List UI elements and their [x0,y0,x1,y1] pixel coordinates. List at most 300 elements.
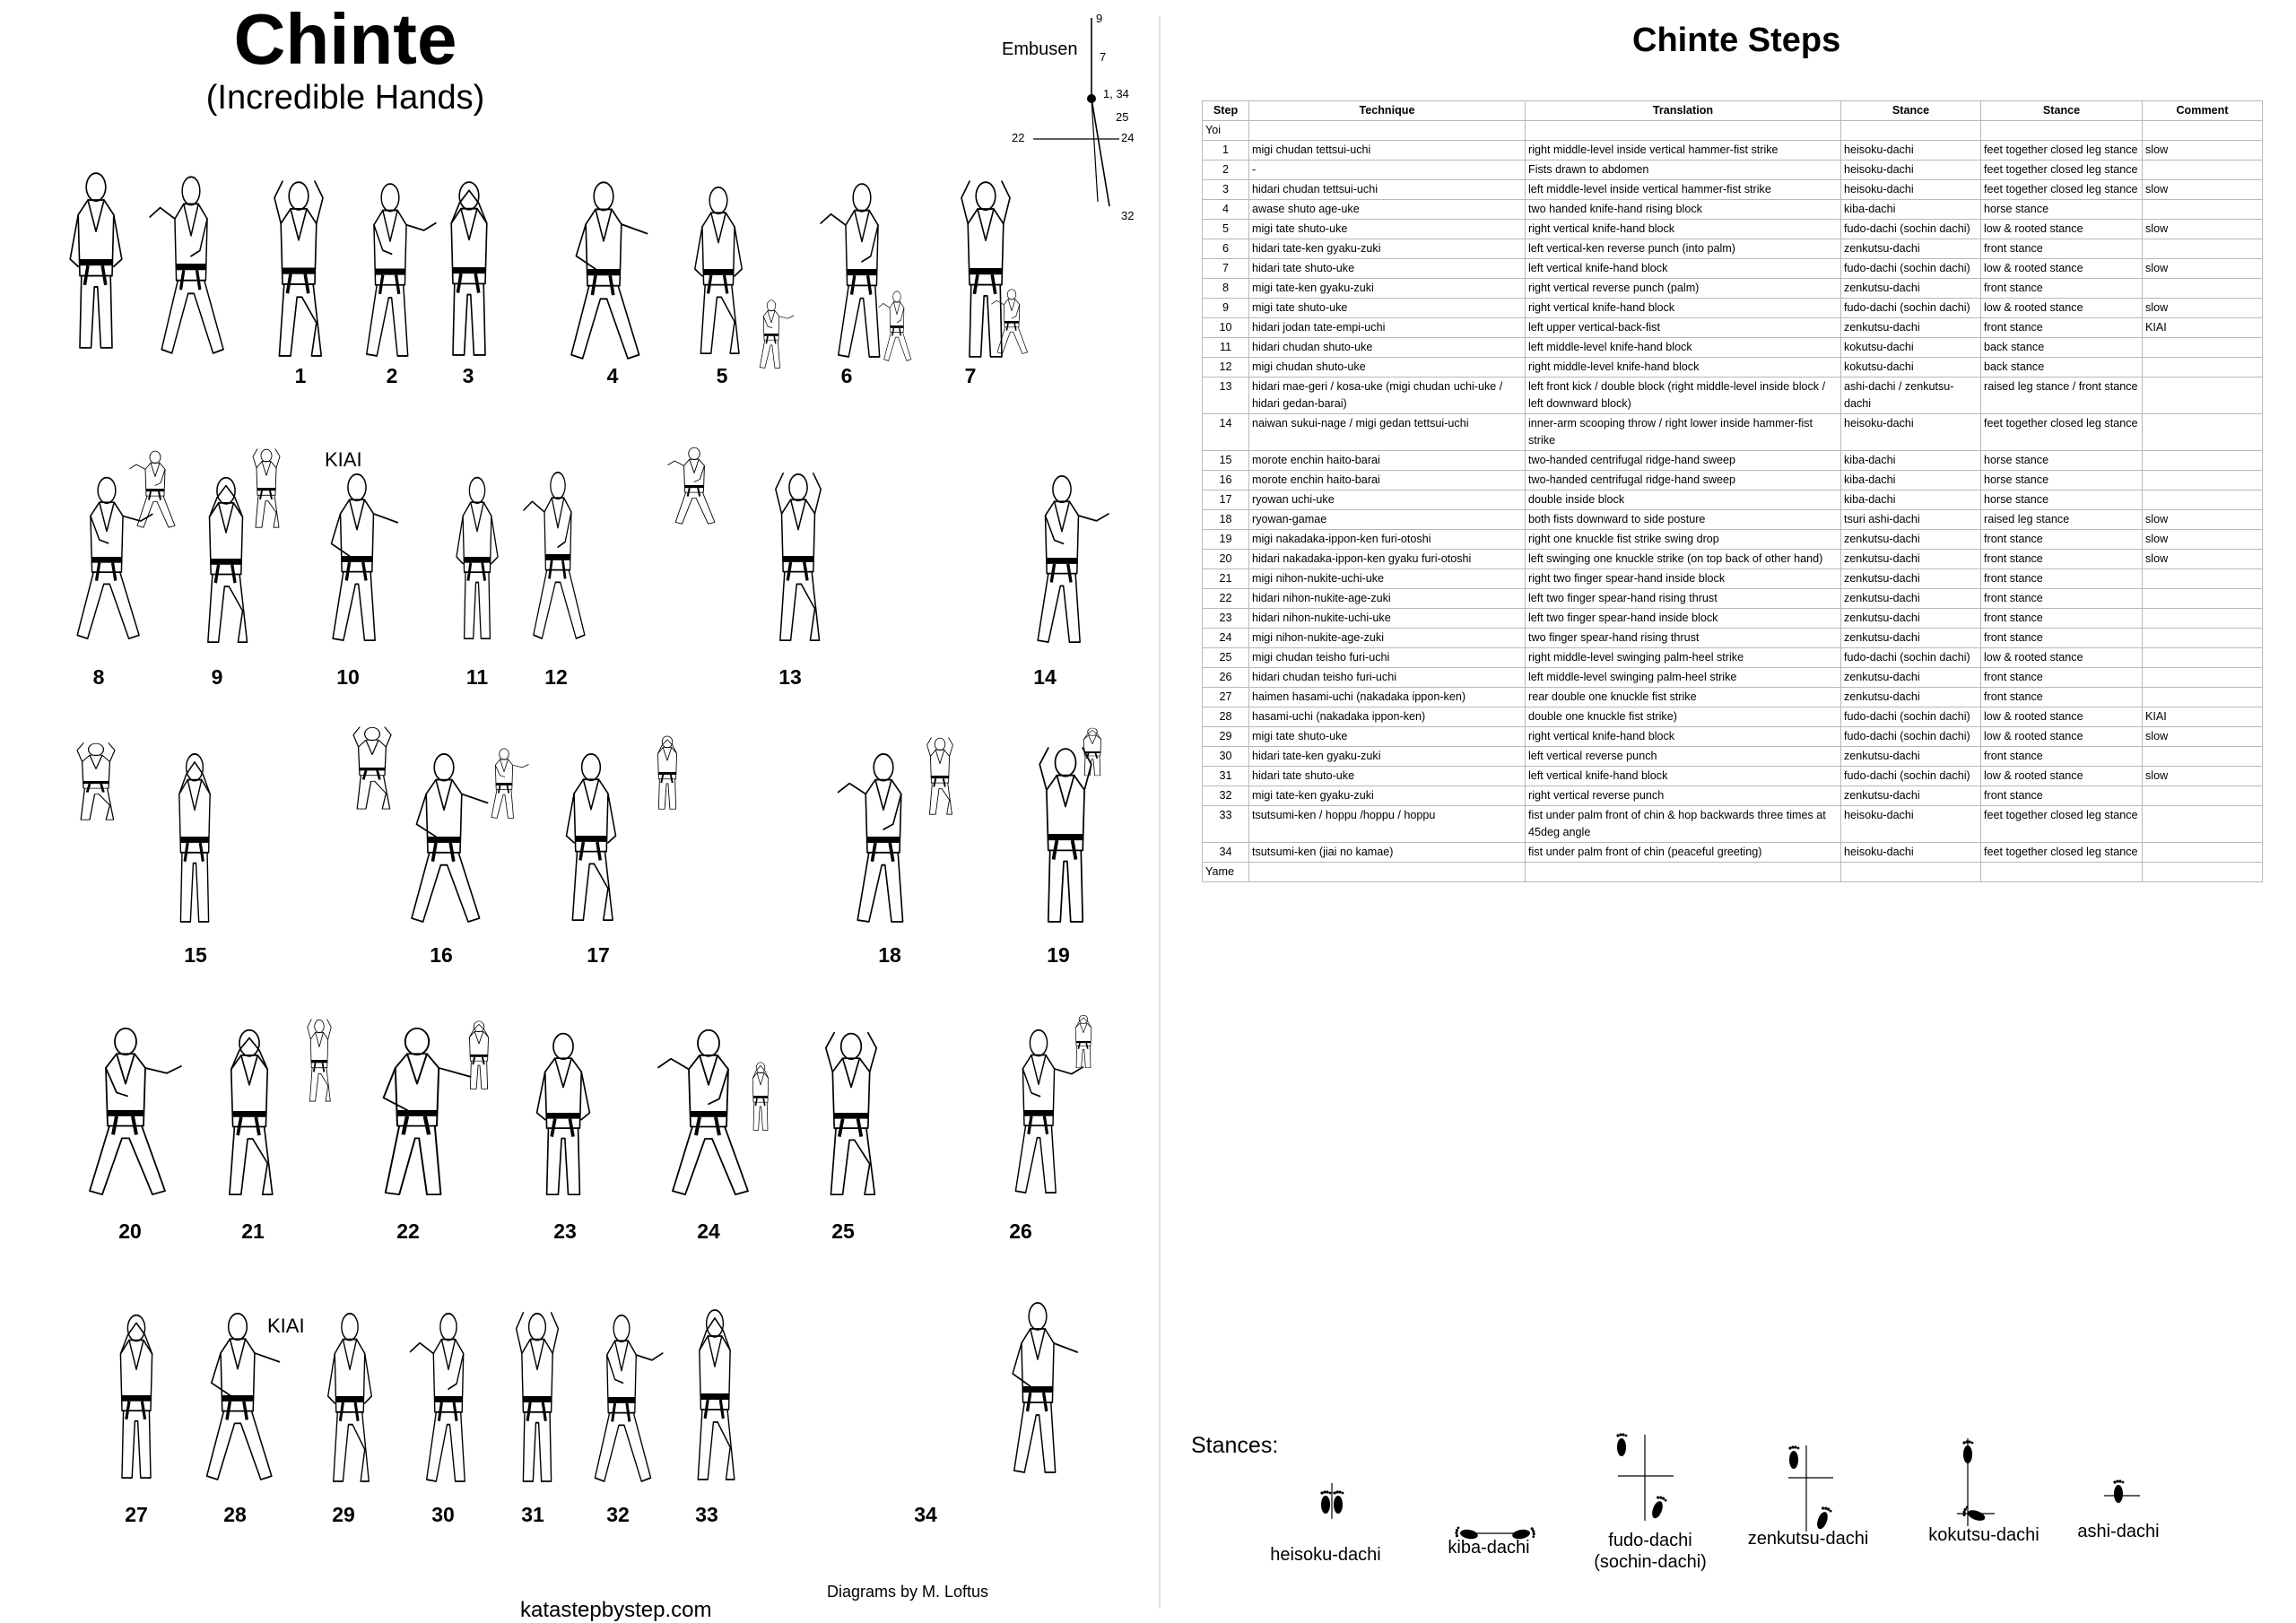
table-row [1203,318,2263,338]
figure-step-number: 7 [964,364,977,387]
figure-step-number: 13 [778,665,802,689]
kata-figure [319,468,395,644]
comment-cell [2143,200,2263,220]
table-row [1203,121,2263,141]
comment-cell [2143,863,2263,882]
step-cell: 3 [1203,180,1249,200]
comment-cell: slow [2143,259,2263,279]
step-cell: 25 [1203,648,1249,668]
step-cell: 12 [1203,358,1249,378]
page-divider [1159,16,1161,1609]
technique-cell: tsutsumi-ken / hoppu /hoppu / hoppu [1249,806,1526,843]
figure-step-number: 9 [211,665,223,689]
figure-step-number: 28 [223,1503,247,1526]
stance-english-cell [1981,121,2143,141]
translation-cell: two-handed centrifugal ridge-hand sweep [1526,451,1841,471]
table-row [1203,668,2263,688]
comment-cell: slow [2143,550,2263,569]
figure-step-number: 24 [697,1219,720,1243]
stance-cell: kiba-dachi [1841,490,1981,510]
kata-detail-figure [646,733,689,811]
translation-cell: left vertical knife-hand block [1526,767,1841,786]
technique-cell: hidari tate-ken gyaku-zuki [1249,747,1526,767]
comment-cell [2143,569,2263,589]
stance-cell: zenkutsu-dachi [1841,318,1981,338]
comment-cell [2143,414,2263,451]
table-row [1203,863,2263,882]
stance-english-cell: low & rooted stance [1981,727,2143,747]
step-cell: 7 [1203,259,1249,279]
kata-figure [682,181,755,357]
kata-figure [445,472,509,642]
translation-cell: two-handed centrifugal ridge-hand sweep [1526,471,1841,490]
table-row [1203,358,2263,378]
figure-step-number: 14 [1033,665,1057,689]
stance-cell: fudo-dachi (sochin dachi) [1841,259,1981,279]
kata-figure [353,178,427,360]
stance-foot-diagram [1778,1438,1876,1541]
comment-cell [2143,688,2263,707]
figure-step-number: 26 [1009,1219,1032,1243]
figure-step-number: 1 [294,364,307,387]
kata-figure [1003,1024,1074,1196]
kata-detail-figure [671,445,718,525]
technique-cell: naiwan sukui-nage / migi gedan tettsui-uchi [1249,414,1526,451]
column-header-stance-english: Stance [1981,101,2143,121]
stance-cell: zenkutsu-dachi [1841,629,1981,648]
table-row [1203,378,2263,414]
translation-cell: left middle-level knife-hand block [1526,338,1841,358]
step-cell: 30 [1203,747,1249,767]
step-cell: 29 [1203,727,1249,747]
translation-cell: rear double one knuckle fist strike [1526,688,1841,707]
step-cell: 10 [1203,318,1249,338]
step-cell: 23 [1203,609,1249,629]
translation-cell: left vertical knife-hand block [1526,259,1841,279]
stance-english-cell: raised leg stance [1981,510,2143,530]
technique-cell: hidari mae-geri / kosa-uke (migi chudan uchi-uke / hidari gedan-barai) [1249,378,1526,414]
kata-figure [522,1028,604,1198]
table-row [1203,180,2263,200]
step-cell: 21 [1203,569,1249,589]
kata-figure [563,176,644,362]
figure-step-number: 4 [606,364,619,387]
stances-label: Stances: [1191,1433,1279,1458]
table-row [1203,727,2263,747]
translation-cell: right vertical knife-hand block [1526,727,1841,747]
kata-figure [208,1024,291,1198]
stance-name: heisoku-dachi [1270,1545,1381,1565]
translation-cell: right vertical knife-hand block [1526,220,1841,239]
technique-cell: migi chudan teisho furi-uchi [1249,648,1526,668]
steps-table-body [1203,121,2263,882]
stance-english-cell: front stance [1981,688,2143,707]
stance-english-cell: feet together closed leg stance [1981,806,2143,843]
figure-step-number: 5 [716,364,728,387]
stance-cell: fudo-dachi (sochin dachi) [1841,707,1981,727]
comment-cell [2143,121,2263,141]
comment-cell: slow [2143,220,2263,239]
comment-cell [2143,451,2263,471]
column-header-comment: Comment [2143,101,2263,121]
translation-cell: left middle-level inside vertical hammer-fist strike [1526,180,1841,200]
embusen-point-1-34: 1, 34 [1103,87,1129,100]
step-cell: 27 [1203,688,1249,707]
stance-cell: zenkutsu-dachi [1841,688,1981,707]
technique-cell: hidari jodan tate-empi-uchi [1249,318,1526,338]
table-row [1203,688,2263,707]
kata-figure [429,176,509,359]
stance-cell: zenkutsu-dachi [1841,239,1981,259]
stance-cell: zenkutsu-dachi [1841,609,1981,629]
figure-step-number: 23 [553,1219,577,1243]
comment-cell [2143,358,2263,378]
technique-cell: migi chudan shuto-uke [1249,358,1526,378]
kata-figure [1001,1297,1074,1476]
figure-step-number: 17 [587,943,610,967]
stance-english-cell: front stance [1981,239,2143,259]
figure-step-number: 34 [914,1503,937,1526]
stance-english-cell: front stance [1981,318,2143,338]
stance-english-cell: front stance [1981,786,2143,806]
translation-cell: right middle-level inside vertical hammer-fist strike [1526,141,1841,161]
comment-cell: KIAI [2143,318,2263,338]
technique-cell: migi chudan tettsui-uchi [1249,141,1526,161]
table-row [1203,299,2263,318]
figure-step-number: 3 [462,364,474,387]
technique-cell: migi tate shuto-uke [1249,727,1526,747]
stance-english-cell: low & rooted stance [1981,259,2143,279]
embusen-point-22: 22 [1012,131,1025,144]
kata-detail-figure [918,735,961,816]
stance-english-cell: feet together closed leg stance [1981,161,2143,180]
comment-cell [2143,786,2263,806]
stance-english-cell: front stance [1981,629,2143,648]
stance-english-cell: horse stance [1981,200,2143,220]
translation-cell: left upper vertical-back-fist [1526,318,1841,338]
stance-english-cell: front stance [1981,530,2143,550]
comment-cell [2143,279,2263,299]
stance-label [1718,1528,1898,1549]
table-row [1203,239,2263,259]
stance-cell: zenkutsu-dachi [1841,589,1981,609]
stance-cell: kiba-dachi [1841,451,1981,471]
translation-cell: double inside block [1526,490,1841,510]
technique-cell: morote enchin haito-barai [1249,471,1526,490]
comment-cell [2143,589,2263,609]
column-header-stance: Stance [1841,101,1981,121]
kata-detail-figure [484,746,524,820]
stance-english-cell: front stance [1981,569,2143,589]
step-cell: 13 [1203,378,1249,414]
kata-figure [664,1024,753,1198]
table-row [1203,220,2263,239]
technique-cell: hidari tate-ken gyaku-zuki [1249,239,1526,259]
technique-cell: haimen hasami-uchi (nakadaka ippon-ken) [1249,688,1526,707]
figure-step-number: 27 [125,1503,148,1526]
stance-cell: fudo-dachi (sochin dachi) [1841,648,1981,668]
figure-step-number: 15 [184,943,207,967]
figure-step-number: 20 [118,1219,142,1243]
stance-cell: zenkutsu-dachi [1841,550,1981,569]
table-row [1203,609,2263,629]
stance-cell: heisoku-dachi [1841,141,1981,161]
comment-cell [2143,843,2263,863]
stance-name: zenkutsu-dachi [1747,1529,1869,1549]
stance-foot-diagram [1605,1426,1704,1529]
figure-step-number: 2 [386,364,398,387]
table-row [1203,550,2263,569]
table-row [1203,451,2263,471]
translation-cell: left two finger spear-hand rising thrust [1526,589,1841,609]
stance-label [2029,1521,2208,1542]
website-text: katastepbystep.com [520,1598,712,1622]
translation-cell: right middle-level knife-hand block [1526,358,1841,378]
stance-cell: zenkutsu-dachi [1841,668,1981,688]
translation-cell: right two finger spear-hand inside block [1526,569,1841,589]
stance-cell: zenkutsu-dachi [1841,747,1981,767]
figure-step-number: 22 [396,1219,420,1243]
step-cell: 8 [1203,279,1249,299]
translation-cell: two handed knife-hand rising block [1526,200,1841,220]
table-row [1203,843,2263,863]
technique-cell: migi nihon-nukite-uchi-uke [1249,569,1526,589]
stance-name: kiba-dachi [1448,1538,1530,1558]
kata-figure [368,1022,466,1198]
comment-cell: slow [2143,299,2263,318]
comment-cell: slow [2143,727,2263,747]
table-row [1203,490,2263,510]
stance-english-cell: feet together closed leg stance [1981,414,2143,451]
kata-figure [502,1307,572,1485]
stance-alt-name: (sochin-dachi) [1594,1552,1707,1572]
translation-cell: left middle-level swinging palm-heel strike [1526,668,1841,688]
kata-figure [809,1028,893,1198]
technique-cell: hidari nihon-nukite-uchi-uke [1249,609,1526,629]
stance-cell [1841,121,1981,141]
technique-cell: migi tate-ken gyaku-zuki [1249,786,1526,806]
step-cell: 28 [1203,707,1249,727]
table-row [1203,806,2263,843]
technique-cell [1249,863,1526,882]
stance-cell: fudo-dachi (sochin dachi) [1841,299,1981,318]
embusen-point-24: 24 [1121,131,1135,144]
table-row [1203,200,2263,220]
kata-detail-figure [341,725,404,811]
steps-table [1202,100,2263,882]
embusen-point-32: 32 [1121,209,1135,222]
kiai-label: KIAI [267,1315,305,1337]
step-cell: 34 [1203,843,1249,863]
stance-cell: heisoku-dachi [1841,806,1981,843]
kata-figure [160,748,230,925]
stance-english-cell: feet together closed leg stance [1981,843,2143,863]
technique-cell: migi tate shuto-uke [1249,299,1526,318]
table-row [1203,629,2263,648]
table-row [1203,767,2263,786]
column-header-step: Step [1203,101,1249,121]
stance-cell: heisoku-dachi [1841,843,1981,863]
table-row [1203,648,2263,668]
stance-name: kokutsu-dachi [1928,1525,2039,1545]
stance-english-cell: low & rooted stance [1981,220,2143,239]
translation-cell: Fists drawn to abdomen [1526,161,1841,180]
technique-cell: hidari tate shuto-uke [1249,259,1526,279]
stance-english-cell: front stance [1981,589,2143,609]
stance-cell: heisoku-dachi [1841,414,1981,451]
stance-label [1236,1544,1415,1566]
stance-cell: tsuri ashi-dachi [1841,510,1981,530]
stance-label [1561,1530,1740,1573]
translation-cell: two finger spear-hand rising thrust [1526,629,1841,648]
kata-figure [316,1307,384,1485]
stance-cell: ashi-dachi / zenkutsu-dachi [1841,378,1981,414]
step-cell: 2 [1203,161,1249,180]
technique-cell: hidari chudan teisho furi-uchi [1249,668,1526,688]
kata-figure [843,748,924,925]
stance-label [1399,1537,1578,1558]
figure-step-number: 21 [241,1219,265,1243]
comment-cell [2143,490,2263,510]
stance-foot-diagram [1953,1431,2052,1534]
stance-english-cell: low & rooted stance [1981,767,2143,786]
steps-title: Chinte Steps [1632,22,1841,59]
technique-cell: hidari nakadaka-ippon-ken gyaku furi-otoshi [1249,550,1526,569]
step-cell: 11 [1203,338,1249,358]
step-cell: 26 [1203,668,1249,688]
step-cell: 20 [1203,550,1249,569]
comment-cell [2143,378,2263,414]
comment-cell [2143,806,2263,843]
comment-cell [2143,609,2263,629]
table-row [1203,589,2263,609]
technique-cell: hidari chudan shuto-uke [1249,338,1526,358]
comment-cell: slow [2143,767,2263,786]
table-row [1203,259,2263,279]
translation-cell: left vertical-ken reverse punch (into palm) [1526,239,1841,259]
stance-english-cell: feet together closed leg stance [1981,180,2143,200]
stance-cell [1841,863,1981,882]
kata-figure [1022,742,1109,925]
kiai-label: KIAI [325,448,362,471]
table-row [1203,414,2263,451]
stance-cell: heisoku-dachi [1841,180,1981,200]
step-cell: 22 [1203,589,1249,609]
kata-figure [825,178,899,360]
translation-cell: right vertical reverse punch [1526,786,1841,806]
embusen-point-9: 9 [1096,12,1103,25]
kata-detail-figure [300,1017,339,1103]
table-row [1203,530,2263,550]
comment-cell [2143,338,2263,358]
stance-cell: kiba-dachi [1841,200,1981,220]
figure-step-number: 18 [878,943,901,967]
steps-table-header [1203,101,2263,121]
stance-english-cell: horse stance [1981,471,2143,490]
stance-cell: fudo-dachi (sochin dachi) [1841,727,1981,747]
stance-english-cell: front stance [1981,668,2143,688]
stance-english-cell [1981,863,2143,882]
stance-english-cell: front stance [1981,609,2143,629]
translation-cell: right middle-level swinging palm-heel strike [1526,648,1841,668]
technique-cell: migi tate shuto-uke [1249,220,1526,239]
technique-cell: hasami-uchi (nakadaka ippon-ken) [1249,707,1526,727]
table-row [1203,510,2263,530]
kata-figure [552,748,630,924]
step-cell: 1 [1203,141,1249,161]
step-cell: 33 [1203,806,1249,843]
diagram-credit: Diagrams by M. Loftus [827,1583,989,1601]
kata-figure [680,1304,750,1483]
technique-cell: migi nihon-nukite-age-zuki [1249,629,1526,648]
translation-cell: left swinging one knuckle strike (on top back of other hand) [1526,550,1841,569]
technique-cell: tsutsumi-ken (jiai no kamae) [1249,843,1526,863]
translation-cell: right vertical knife-hand block [1526,299,1841,318]
kata-figure [414,1307,483,1485]
comment-cell [2143,648,2263,668]
step-cell: 4 [1203,200,1249,220]
kata-figure [199,1307,276,1483]
kata-figure [70,472,144,642]
stance-cell: fudo-dachi (sochin dachi) [1841,220,1981,239]
table-row [1203,707,2263,727]
technique-cell: hidari chudan tettsui-uchi [1249,180,1526,200]
comment-cell [2143,239,2263,259]
stance-english-cell: front stance [1981,747,2143,767]
comment-cell [2143,471,2263,490]
translation-cell [1526,121,1841,141]
figure-step-number: 10 [336,665,360,689]
kata-figure [100,1309,172,1481]
table-row [1203,747,2263,767]
table-row [1203,569,2263,589]
kata-figure [154,170,228,357]
kata-figure [761,468,836,644]
technique-cell: migi tate-ken gyaku-zuki [1249,279,1526,299]
kata-title: Chinte [233,0,457,79]
translation-cell: right vertical reverse punch (palm) [1526,279,1841,299]
comment-cell [2143,161,2263,180]
table-row [1203,786,2263,806]
kata-subtitle: (Incredible Hands) [205,79,485,117]
step-cell: 32 [1203,786,1249,806]
stance-cell: zenkutsu-dachi [1841,279,1981,299]
stance-cell: zenkutsu-dachi [1841,530,1981,550]
table-row [1203,141,2263,161]
kata-figure [258,176,339,360]
kata-figure [527,466,588,642]
technique-cell: - [1249,161,1526,180]
technique-cell: ryowan uchi-uke [1249,490,1526,510]
stance-cell: zenkutsu-dachi [1841,569,1981,589]
technique-cell: migi nakadaka-ippon-ken furi-otoshi [1249,530,1526,550]
step-cell: 16 [1203,471,1249,490]
step-cell: 15 [1203,451,1249,471]
comment-cell: slow [2143,530,2263,550]
translation-cell: left front kick / double block (right middle-level inside block / left downward block) [1526,378,1841,414]
figure-step-number: 31 [521,1503,544,1526]
stance-name: ashi-dachi [2077,1522,2160,1541]
stance-cell: fudo-dachi (sochin dachi) [1841,767,1981,786]
step-cell: 24 [1203,629,1249,648]
figure-step-number: 32 [606,1503,630,1526]
figure-step-number: 30 [431,1503,455,1526]
translation-cell: inner-arm scooping throw / right lower inside hammer-fist strike [1526,414,1841,451]
stance-english-cell: raised leg stance / front stance [1981,378,2143,414]
comment-cell: slow [2143,510,2263,530]
table-row [1203,161,2263,180]
technique-cell [1249,121,1526,141]
